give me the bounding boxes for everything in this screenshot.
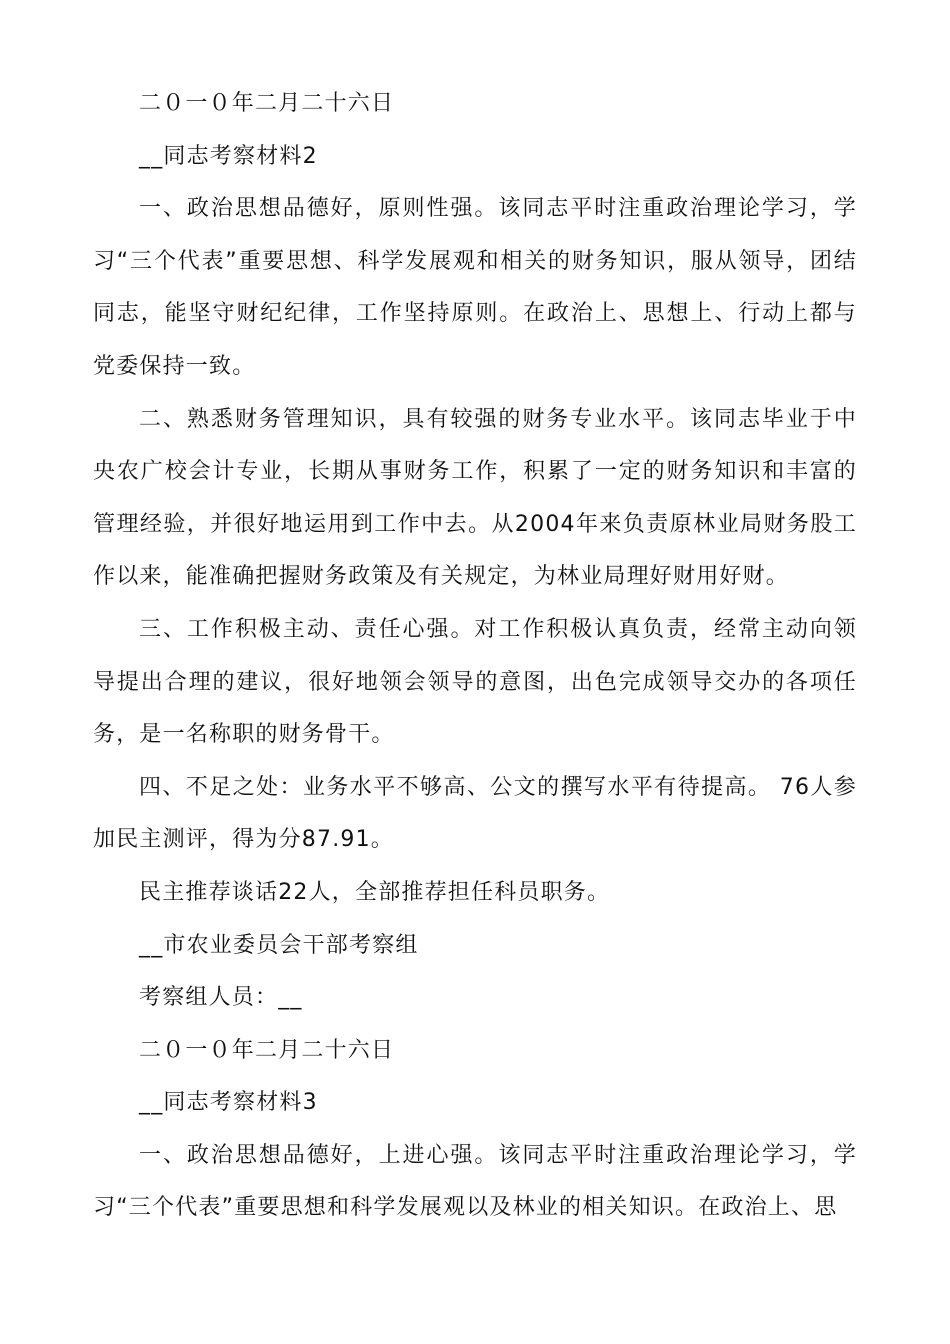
body-paragraph: 三、工作积极主动、责任心强。对工作积极认真负责，经常主动向领导提出合理的建议，很好地领会领导的意图，出色完成领导交办的各项任务，是一名称职的财务骨干。 bbox=[93, 616, 857, 748]
date-line: 二０一０年二月二十六日 bbox=[139, 91, 395, 116]
signature-line: __市农业委员会干部考察组 bbox=[139, 932, 419, 958]
document-body bbox=[93, 78, 857, 1235]
body-paragraph: 一、政治思想品德好，上进心强。该同志平时注重政治理论学习，学习“三个代表”重要思想和科学发展观以及林业的相关知识。在政治上、思 bbox=[93, 1142, 857, 1221]
body-paragraph: 一、政治思想品德好，原则性强。该同志平时注重政治理论学习，学习“三个代表”重要思想、科学发展观和相关的财务知识，服从领导，团结同志，能坚守财纪纪律，工作坚持原则。在政治上、思想上、行动上都与党委保持一致。 bbox=[93, 196, 857, 379]
signature-line: 考察组人员：__ bbox=[139, 985, 303, 1011]
section-heading: __同志考察材料3 bbox=[139, 1090, 318, 1116]
body-paragraph: 二、熟悉财务管理知识，具有较强的财务专业水平。该同志毕业于中央农广校会计专业，长期从事财务工作，积累了一定的财务知识和丰富的管理经验，并很好地运用到工作中去。从2004年来负责原林业局财务股工作以来，能准确把握财务政策及有关规定，为林业局理好财用好财。 bbox=[93, 406, 857, 590]
body-paragraph: 四、不足之处：业务水平不够高、公文的撰写水平有待提高。 76人参加民主测评，得为分87.91。 bbox=[93, 774, 857, 853]
date-line: 二０一０年二月二十六日 bbox=[139, 1037, 395, 1063]
body-paragraph: 民主推荐谈话22人，全部推荐担任科员职务。 bbox=[139, 879, 611, 905]
section-heading: __同志考察材料2 bbox=[139, 143, 318, 169]
